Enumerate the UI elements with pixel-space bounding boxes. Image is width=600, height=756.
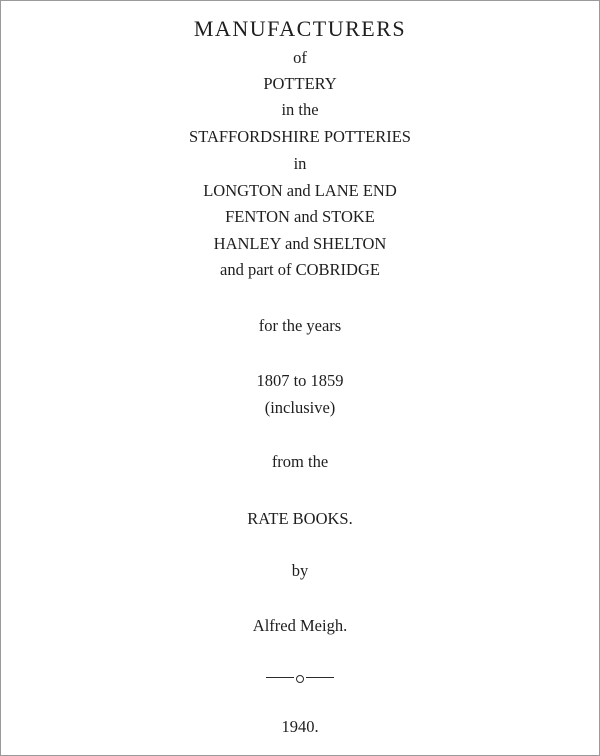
period-intro: for the years <box>258 316 342 335</box>
title-line-in: in <box>293 154 307 173</box>
author-name: Alfred Meigh. <box>252 616 348 635</box>
by-line: by <box>291 561 309 580</box>
source-name: RATE BOOKS. <box>247 509 353 528</box>
main-title: MANUFACTURERS <box>193 16 407 41</box>
title-line-pottery: POTTERY <box>263 74 337 93</box>
title-line-in-the: in the <box>281 100 319 119</box>
ornament-divider <box>1 667 599 687</box>
ornament-rule-right <box>306 677 334 678</box>
period-note: (inclusive) <box>264 398 336 417</box>
title-line-staffordshire: STAFFORDSHIRE POTTERIES <box>189 127 411 146</box>
title-line-fenton: FENTON and STOKE <box>225 207 375 226</box>
title-line-longton: LONGTON and LANE END <box>203 181 397 200</box>
title-line-hanley: HANLEY and SHELTON <box>213 234 387 253</box>
source-intro: from the <box>271 452 329 471</box>
ornament-rule-left <box>266 677 294 678</box>
publication-year: 1940. <box>281 717 319 736</box>
title-line-cobridge: and part of COBRIDGE <box>220 260 380 279</box>
ornament-circle-icon <box>296 675 304 683</box>
period-range: 1807 to 1859 <box>256 371 344 390</box>
title-line-of: of <box>293 48 307 67</box>
